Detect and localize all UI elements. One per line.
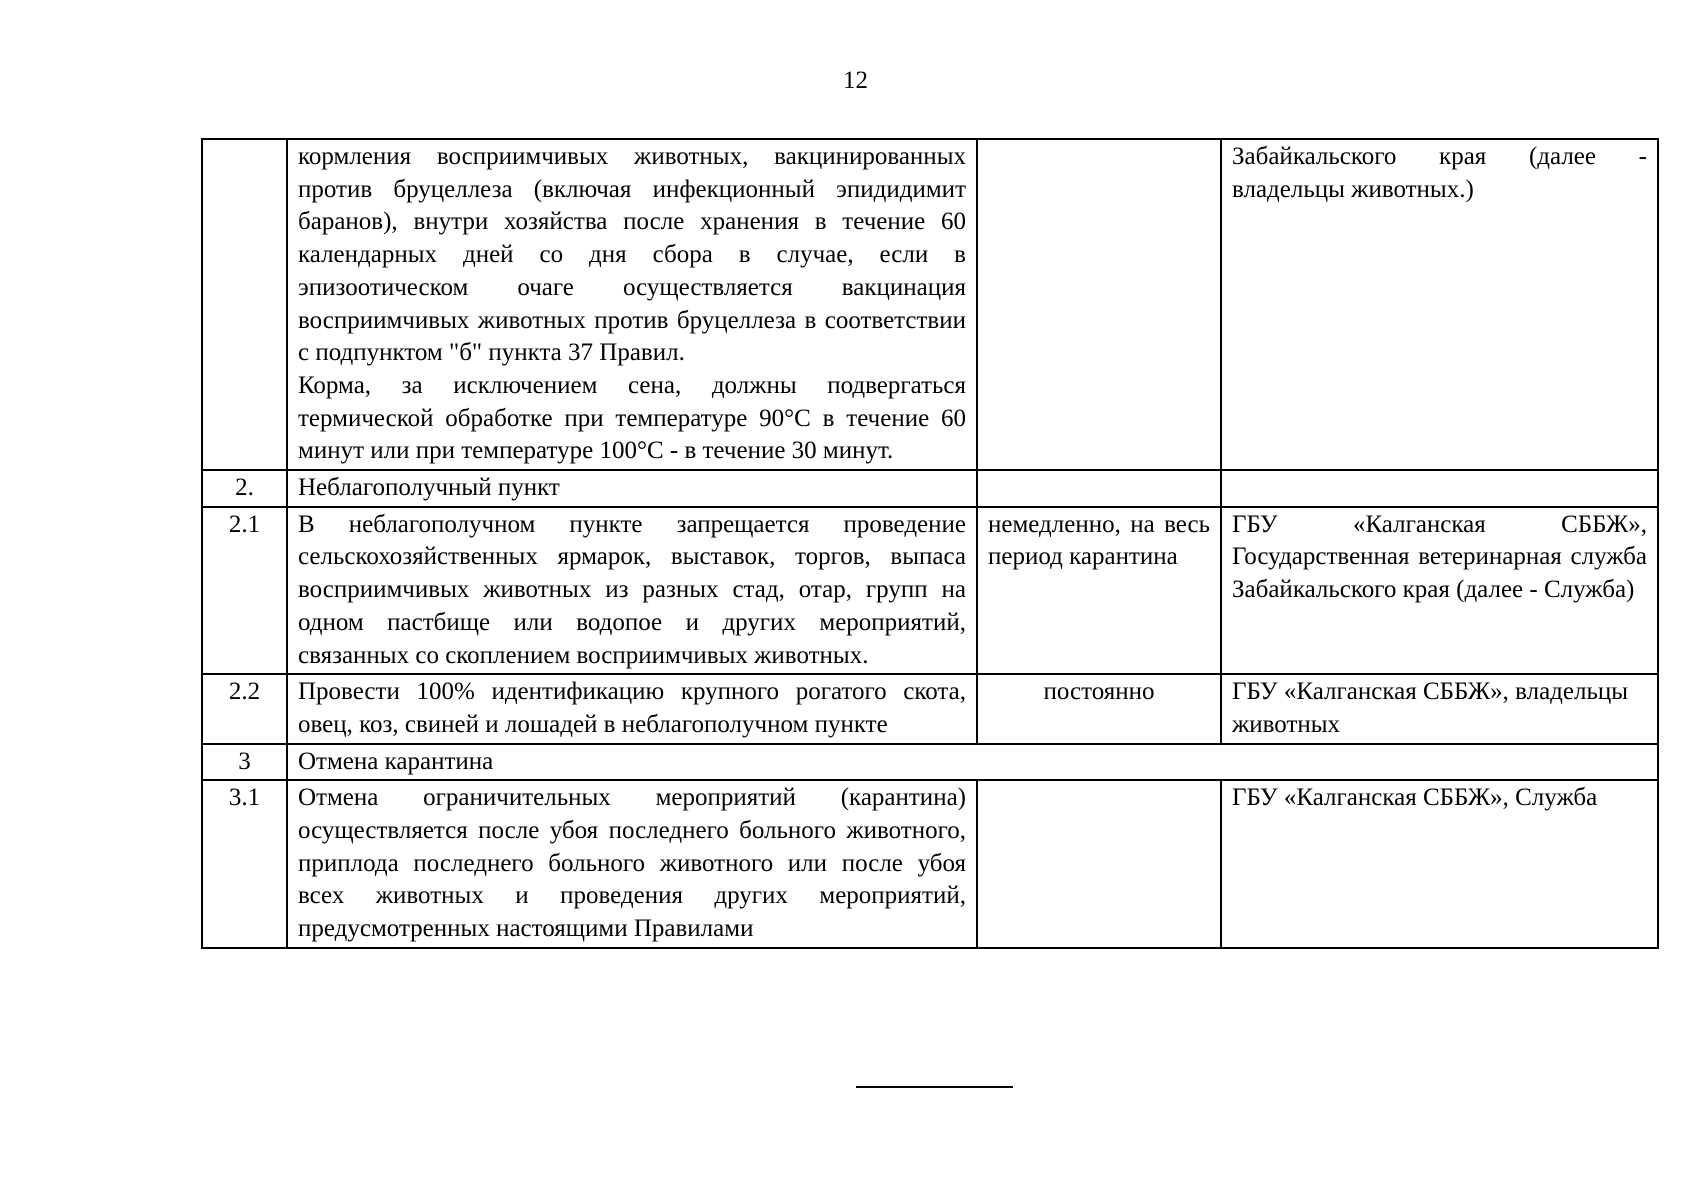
table-row bbox=[202, 744, 1658, 781]
row-number: 2.2 bbox=[202, 674, 287, 743]
measure-text: В неблагополучном пункте запрещается проведение сельскохозяйственных ярмарок, выставок, торгов, выпаса восприимчивых животных из разных стад, отар, групп на одном пастбище или водопое и других мероприятий, связанных со скоплением восприимчивых животных. bbox=[287, 507, 977, 675]
measure-term bbox=[977, 139, 1221, 470]
row-number: 2. bbox=[202, 470, 287, 507]
row-number: 3 bbox=[202, 744, 287, 781]
measure-text: Провести 100% идентификацию крупного рогатого скота, овец, коз, свиней и лошадей в неблагополучном пункте bbox=[287, 674, 977, 743]
measure-paragraph: кормления восприимчивых животных, вакцинированных против бруцеллеза (включая инфекционный эпидидимит баранов), внутри хозяйства после хранения в течение 60 календарных дней со дня сбора в случае, если в эпизоотическом очаге осуществляется вакцинация восприимчивых животных против бруцеллеза в соответствии с подпунктом "б" пункта 37 Правил. bbox=[298, 143, 966, 367]
measure-text bbox=[287, 139, 977, 470]
measure-paragraph: Корма, за исключением сена, должны подвергаться термической обработке при температуре 90°С в течение 60 минут или при температуре 100°С - в течение 30 минут. bbox=[298, 371, 966, 465]
section-heading: Неблагополучный пункт bbox=[287, 470, 977, 507]
table-row bbox=[202, 470, 1658, 507]
table-row bbox=[202, 507, 1658, 675]
measure-term bbox=[977, 780, 1221, 948]
table-row bbox=[202, 139, 1658, 470]
row-number: 2.1 bbox=[202, 507, 287, 675]
page-number: 12 bbox=[843, 67, 868, 94]
table-row bbox=[202, 674, 1658, 743]
section-heading: Отмена карантина bbox=[287, 744, 1658, 781]
measure-term bbox=[977, 470, 1221, 507]
table-row bbox=[202, 780, 1658, 948]
measure-term: немедленно, на весь период карантина bbox=[977, 507, 1221, 675]
measure-responsible: ГБУ «Калганская СББЖ», Служба bbox=[1221, 780, 1658, 948]
measure-term: постоянно bbox=[977, 674, 1221, 743]
measure-responsible: ГБУ «Калганская СББЖ», Государственная ветеринарная служба Забайкальского края (далее - Служба) bbox=[1221, 507, 1658, 675]
row-number bbox=[202, 139, 287, 470]
measure-responsible: ГБУ «Калганская СББЖ», владельцы животных bbox=[1221, 674, 1658, 743]
end-of-document-line bbox=[856, 1086, 1013, 1088]
measure-responsible bbox=[1221, 470, 1658, 507]
measure-responsible: Забайкальского края (далее - владельцы животных.) bbox=[1221, 139, 1658, 470]
measure-text: Отмена ограничительных мероприятий (карантина) осуществляется после убоя последнего больного животного, приплода последнего больного животного или после убоя всех животных и проведения других мероприятий, предусмотренных настоящими Правилами bbox=[287, 780, 977, 948]
measures-table bbox=[201, 138, 1659, 949]
row-number: 3.1 bbox=[202, 780, 287, 948]
